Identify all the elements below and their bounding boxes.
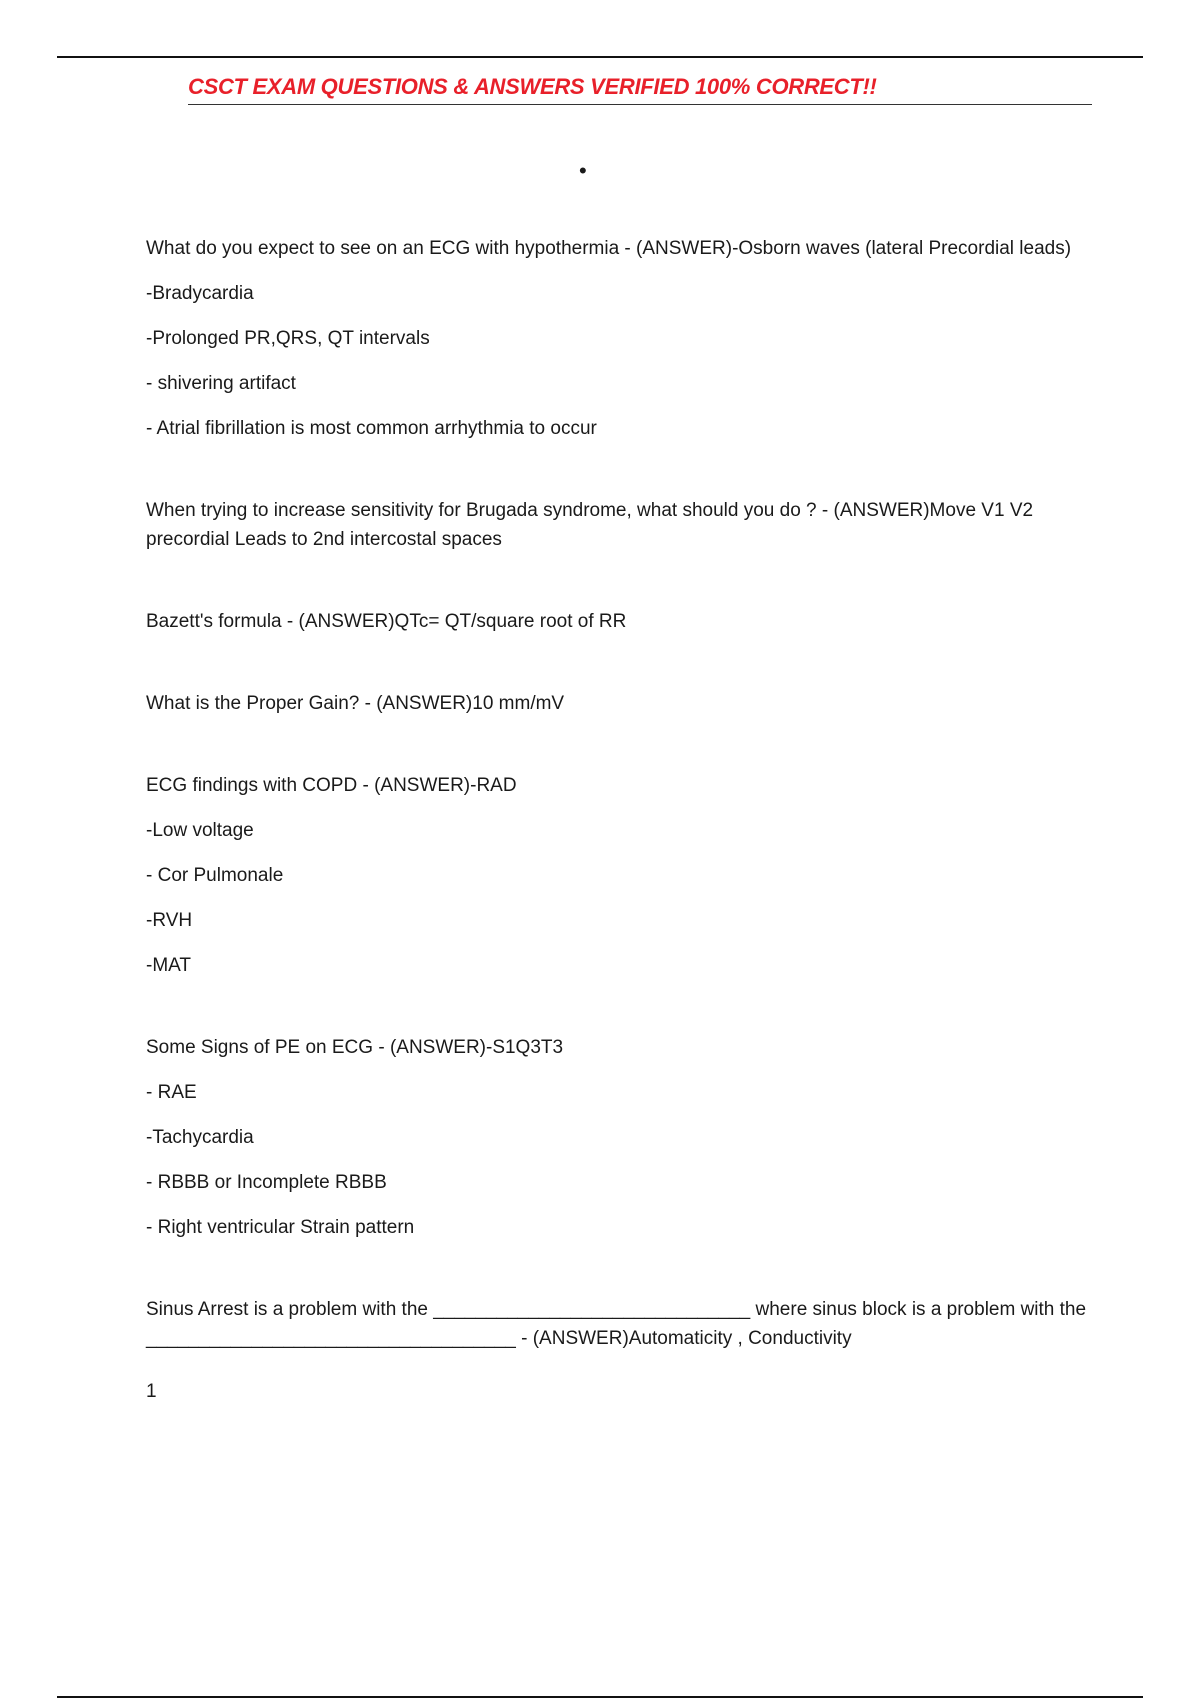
answer-line: - RAE: [146, 1082, 197, 1103]
answer-line: -Tachycardia: [146, 1127, 254, 1148]
answer-line: -RVH: [146, 910, 193, 931]
qa-item-bazett: [146, 607, 1096, 636]
document-header: [188, 74, 1092, 105]
answer-line: -MAT: [146, 955, 192, 976]
bullet-mark: •: [579, 158, 587, 183]
qa-text: ECG findings with COPD - (ANSWER)-RAD: [146, 775, 517, 796]
answer-line: -Bradycardia: [146, 283, 254, 304]
qa-item-hypothermia: [146, 234, 1096, 443]
qa-text: When trying to increase sensitivity for Brugada syndrome, what should you do ? - (ANSWER)Move V1 V2 precordial Leads to 2nd intercostal spaces: [146, 500, 1034, 550]
qa-text: What do you expect to see on an ECG with hypothermia - (ANSWER)-Osborn waves (lateral Precordial leads): [146, 238, 1072, 259]
qa-text: Sinus Arrest is a problem with the ______________________________ where sinus block is a problem with the ___________________________________ - (ANSWER)Automaticity , Conductivity: [146, 1299, 1087, 1349]
qa-item-pe: [146, 1033, 1096, 1242]
answer-line: - Atrial fibrillation is most common arrhythmia to occur: [146, 418, 597, 439]
answer-line: - Cor Pulmonale: [146, 865, 284, 886]
document-body: [146, 234, 1096, 1406]
answer-line: - Right ventricular Strain pattern: [146, 1217, 415, 1238]
top-rule: [57, 56, 1143, 58]
qa-item-brugada: [146, 496, 1096, 554]
page-number: 1: [146, 1381, 157, 1402]
answer-line: - RBBB or Incomplete RBBB: [146, 1172, 387, 1193]
qa-text: What is the Proper Gain? - (ANSWER)10 mm/mV: [146, 693, 565, 714]
answer-line: - shivering artifact: [146, 373, 296, 394]
document-title: CSCT EXAM QUESTIONS & ANSWERS VERIFIED 100% CORRECT!!: [188, 74, 877, 99]
qa-item-gain: [146, 689, 1096, 718]
bottom-rule: [57, 1696, 1143, 1698]
answer-line: -Low voltage: [146, 820, 254, 841]
answer-line: -Prolonged PR,QRS, QT intervals: [146, 328, 430, 349]
qa-item-sinus-arrest: [146, 1295, 1096, 1353]
qa-text: Some Signs of PE on ECG - (ANSWER)-S1Q3T3: [146, 1037, 564, 1058]
qa-text: Bazett's formula - (ANSWER)QTc= QT/square root of RR: [146, 611, 627, 632]
qa-item-copd: [146, 771, 1096, 980]
